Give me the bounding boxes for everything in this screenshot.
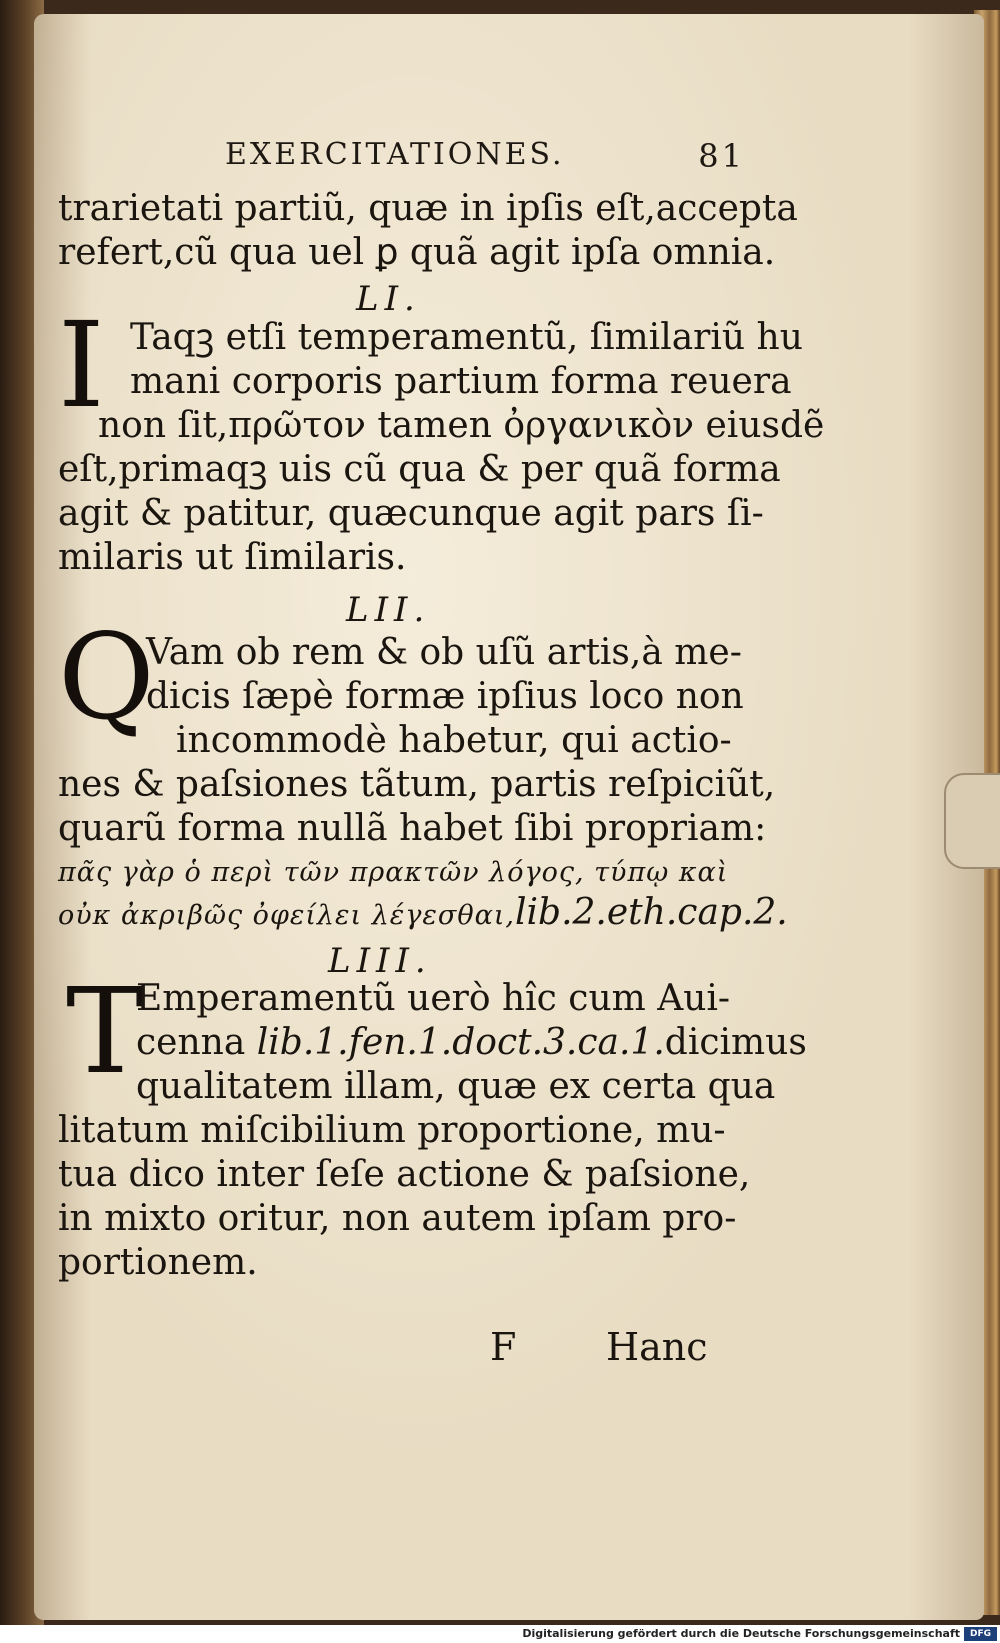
text-line: dicis ſæpè formæ ipſius loco non <box>146 676 744 717</box>
footer-bar <box>0 1625 1000 1643</box>
text-line: cenna lib.1.fen.1.doct.3.ca.1.dicimus <box>136 1022 807 1063</box>
running-head <box>225 137 745 177</box>
text-line: Vam ob rem & ob uſũ artis,à me- <box>146 632 742 673</box>
section-numeral: LI. <box>356 279 421 319</box>
greek-quote: οὐκ ἀκριβῶς ὀφείλει λέγεσθαι, <box>58 900 516 931</box>
dfg-logo: DFG <box>964 1627 997 1641</box>
text-line <box>58 891 788 935</box>
text-line: eſt,primaqꝫ uis cũ qua & per quã forma <box>58 449 781 490</box>
text-line: qualitatem illam, quæ ex certa qua <box>136 1066 776 1107</box>
drop-cap: Q <box>58 608 155 746</box>
text-line: trarietati partiũ, quæ in ipſis eſt,accepta <box>58 188 798 229</box>
text-line: in mixto oritur, non autem ipſam pro- <box>58 1198 737 1239</box>
text-line: mani corporis partium forma reuera <box>130 361 792 402</box>
text-line: refert,cũ qua uel ꝑ quã agit ipſa omnia. <box>58 232 776 273</box>
text-line: milaris ut ſimilaris. <box>58 537 407 578</box>
section-numeral: LIII. <box>328 941 432 981</box>
page-number: 81 <box>698 137 745 175</box>
signature-mark: F <box>490 1325 517 1369</box>
text-line: non ſit,πρῶτον tamen ὀργανικὸν eiusdẽ <box>98 405 825 446</box>
drop-cap: I <box>58 296 105 434</box>
text-line: nes & paſsiones tãtum, partis reſpiciũt, <box>58 764 776 805</box>
text-line: litatum miſcibilium proportione, mu- <box>58 1110 726 1151</box>
catchword: Hanc <box>606 1325 708 1369</box>
text-line: Emperamentũ uerò hîc cum Aui- <box>136 978 731 1019</box>
citation: lib.1.fen.1.doct.3.ca.1. <box>256 1022 665 1063</box>
text-line: agit & patitur, quæcunque agit pars ſi- <box>58 493 764 534</box>
drop-cap: T <box>66 962 145 1100</box>
text-line: Taqꝫ etſi temperamentũ, ſimilariũ hu <box>130 317 803 358</box>
text-line: tua dico inter ſeſe actione & paſsione, <box>58 1154 751 1195</box>
citation: lib.2.eth.cap.2. <box>515 892 788 933</box>
text-line: quarũ forma nullã habet ſibi propriam: <box>58 808 767 849</box>
running-head-title: EXERCITATIONES. <box>225 137 565 172</box>
page-clip-tab <box>944 773 1000 869</box>
text-line: incommodè habetur, qui actio- <box>176 720 732 761</box>
section-numeral: LII. <box>346 590 431 630</box>
greek-quote-line: πᾶς γὰρ ὁ περὶ τῶν πρακτῶν λόγος, τύπῳ καὶ <box>58 857 729 888</box>
text-line: portionem. <box>58 1242 258 1283</box>
funding-credit: Digitalisierung gefördert durch die Deutsche Forschungsgemeinschaft <box>522 1627 960 1640</box>
